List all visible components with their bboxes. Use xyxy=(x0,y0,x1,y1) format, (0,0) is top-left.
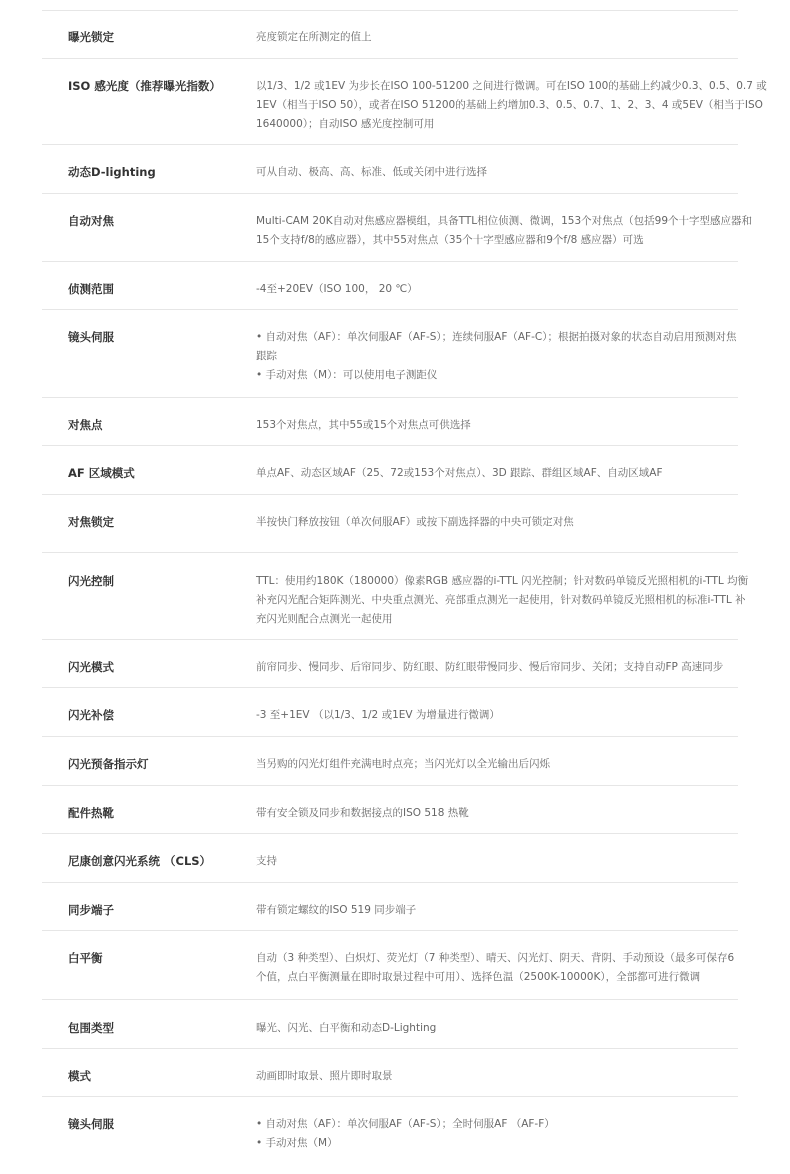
spec-value-line: • 手动对焦（M） xyxy=(256,1137,338,1149)
row-divider xyxy=(42,144,738,145)
spec-label: 镜头伺服 xyxy=(68,1117,114,1131)
spec-value xyxy=(256,1019,744,1038)
spec-value-line: 曝光、闪光、白平衡和动态D-Lighting xyxy=(256,1022,437,1034)
spec-value-line: 前帘同步、慢同步、后帘同步、防红眼、防红眼带慢同步、慢后帘同步、关闭；支持自动FP 高速同步 xyxy=(256,661,724,673)
spec-value-line: 15个支持f/8的感应器），其中55对焦点（35个十字型感应器和9个f/8 感应器）可选 xyxy=(256,234,644,246)
spec-label: 白平衡 xyxy=(68,951,103,965)
spec-label: 模式 xyxy=(68,1069,91,1083)
row-divider xyxy=(42,736,738,737)
spec-label: 闪光预备指示灯 xyxy=(68,757,149,771)
spec-label: ISO 感光度（推荐曝光指数） xyxy=(68,79,221,93)
row-divider xyxy=(42,639,738,640)
spec-value xyxy=(256,212,753,250)
row-divider xyxy=(42,193,738,194)
row-divider xyxy=(42,261,738,262)
spec-value-line: 153个对焦点，其中55或15个对焦点可供选择 xyxy=(256,419,471,431)
spec-label: 尼康创意闪光系统 （CLS） xyxy=(68,854,212,868)
row-divider xyxy=(42,833,738,834)
spec-value xyxy=(256,706,744,725)
spec-value xyxy=(256,804,744,823)
spec-value-line: Multi-CAM 20K自动对焦感应器模组，具备TTL相位侦测、微调，153个对焦点（包括99个十字型感应器和 xyxy=(256,215,753,227)
spec-value-line: 以1/3、1/2 或1EV 为步长在ISO 100-51200 之间进行微调。可在ISO 100的基础上约减少0.3、0.5、0.7 或 xyxy=(256,80,767,92)
spec-label: 配件热靴 xyxy=(68,806,114,820)
spec-value xyxy=(256,852,744,871)
row-divider xyxy=(42,445,738,446)
spec-value-line: -3 至+1EV （以1/3、1/2 或1EV 为增量进行微调） xyxy=(256,709,500,721)
spec-label: 对焦点 xyxy=(68,418,103,432)
spec-value-line: 补充闪光配合矩阵测光、中央重点测光、亮部重点测光一起使用，针对数码单镜反光照相机的标准i-TTL 补 xyxy=(256,594,746,606)
spec-value-line: 支持 xyxy=(256,855,277,867)
spec-label: 同步端子 xyxy=(68,903,114,917)
spec-value-line: • 自动对焦（AF）：单次伺服AF（AF-S）；连续伺服AF（AF-C）；根据拍摄对象的状态自动启用预测对焦 xyxy=(256,331,737,343)
row-divider xyxy=(42,58,738,59)
spec-value-line: 带有锁定螺纹的ISO 519 同步端子 xyxy=(256,904,417,916)
spec-value xyxy=(256,77,767,134)
spec-label: AF 区域模式 xyxy=(68,466,135,480)
spec-label: 曝光锁定 xyxy=(68,30,114,44)
spec-value xyxy=(256,464,744,483)
spec-label: 侦测范围 xyxy=(68,282,114,296)
row-divider xyxy=(42,785,738,786)
spec-value-line: 跟踪 xyxy=(256,350,277,362)
spec-value-line: TTL：使用约180K（180000）像素RGB 感应器的i-TTL 闪光控制；针对数码单镜反光照相机的i-TTL 均衡 xyxy=(256,575,749,587)
row-divider xyxy=(42,882,738,883)
spec-label: 对焦锁定 xyxy=(68,515,114,529)
spec-value xyxy=(256,416,744,435)
spec-label: 闪光控制 xyxy=(68,574,114,588)
spec-label: 闪光补偿 xyxy=(68,708,114,722)
spec-value xyxy=(256,280,744,299)
spec-value-line: 自动（3 种类型）、白炽灯、荧光灯（7 种类型）、晴天、闪光灯、阴天、背阴、手动预设（最多可保存6 xyxy=(256,952,735,964)
spec-value xyxy=(256,658,744,677)
spec-label: 动态D-lighting xyxy=(68,165,156,179)
spec-label: 镜头伺服 xyxy=(68,330,114,344)
spec-value-line: 充闪光则配合点测光一起使用 xyxy=(256,613,393,625)
row-divider xyxy=(42,1096,738,1097)
spec-value xyxy=(256,949,744,987)
spec-label: 包围类型 xyxy=(68,1021,114,1035)
spec-label: 闪光模式 xyxy=(68,660,114,674)
spec-value-line: 动画即时取景、照片即时取景 xyxy=(256,1070,393,1082)
spec-value xyxy=(256,572,749,629)
spec-value-line: 亮度锁定在所测定的值上 xyxy=(256,31,372,43)
spec-value-line: 当另购的闪光灯组件充满电时点亮；当闪光灯以全光输出后闪烁 xyxy=(256,758,550,770)
spec-value xyxy=(256,1067,744,1086)
row-divider xyxy=(42,10,738,11)
spec-value xyxy=(256,755,744,774)
spec-value-line: 可从自动、极高、高、标准、低或关闭中进行选择 xyxy=(256,166,487,178)
spec-value xyxy=(256,28,744,47)
row-divider xyxy=(42,397,738,398)
spec-value xyxy=(256,328,744,385)
row-divider xyxy=(42,687,738,688)
spec-value-line: -4至+20EV（ISO 100， 20 ℃） xyxy=(256,283,418,295)
row-divider xyxy=(42,494,738,495)
spec-value xyxy=(256,1115,744,1153)
row-divider xyxy=(42,552,738,553)
spec-label: 自动对焦 xyxy=(68,214,114,228)
row-divider xyxy=(42,999,738,1000)
spec-value-line: • 自动对焦（AF）：单次伺服AF（AF-S）；全时伺服AF （AF-F） xyxy=(256,1118,555,1130)
spec-value-line: 1EV（相当于ISO 50），或者在ISO 51200的基础上约增加0.3、0.5、0.7、1、2、3、4 或5EV（相当于ISO xyxy=(256,99,763,111)
spec-value-line: • 手动对焦（M）：可以使用电子测距仪 xyxy=(256,369,438,381)
spec-value-line: 单点AF、动态区域AF（25、72或153个对焦点）、3D 跟踪、群组区域AF、自动区域AF xyxy=(256,467,663,479)
spec-value-line: 半按快门释放按钮（单次伺服AF）或按下副选择器的中央可锁定对焦 xyxy=(256,516,574,528)
spec-value-line: 带有安全锁及同步和数据接点的ISO 518 热靴 xyxy=(256,807,469,819)
spec-value xyxy=(256,513,744,532)
row-divider xyxy=(42,309,738,310)
spec-value-line: 1640000）；自动ISO 感光度控制可用 xyxy=(256,118,435,130)
spec-value-line: 个值，点白平衡测量在即时取景过程中可用）、选择色温（2500K-10000K），全部都可进行微调 xyxy=(256,971,701,983)
spec-value xyxy=(256,901,744,920)
row-divider xyxy=(42,1048,738,1049)
row-divider xyxy=(42,930,738,931)
spec-value xyxy=(256,163,744,182)
